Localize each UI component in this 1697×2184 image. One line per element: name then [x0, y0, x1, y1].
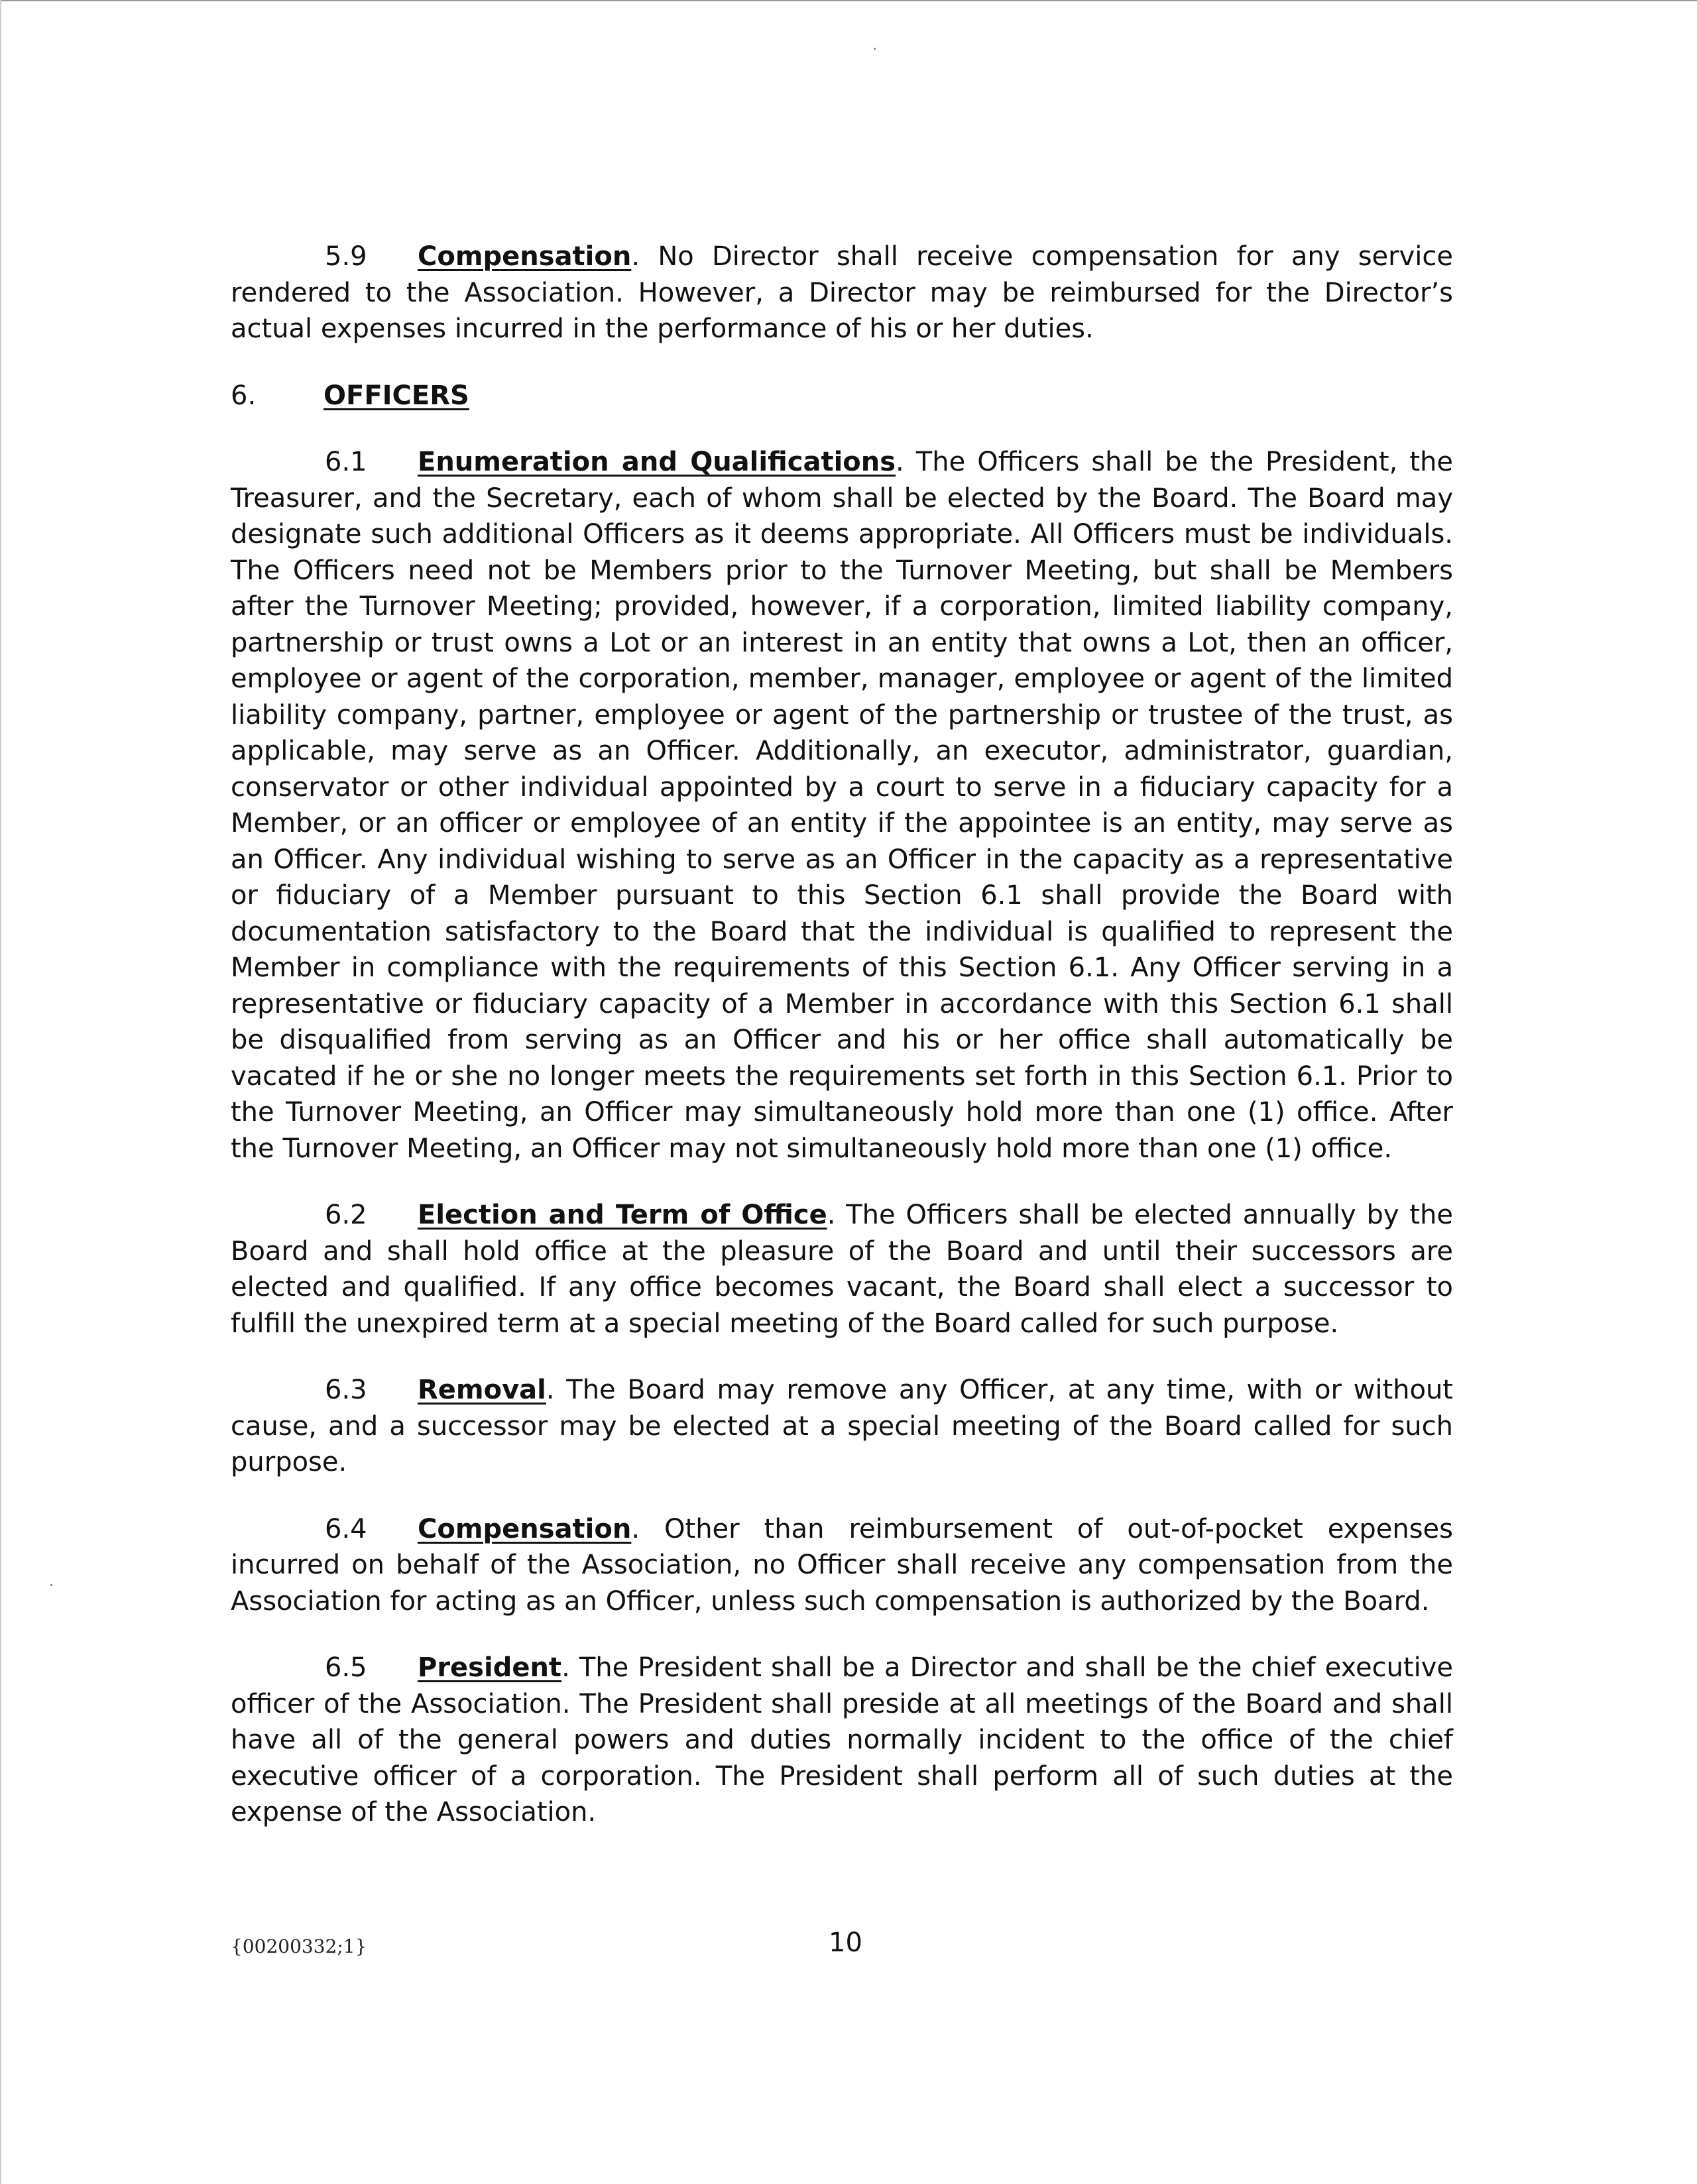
- section-heading: Compensation: [418, 241, 632, 272]
- section-heading: President: [418, 1652, 562, 1683]
- scan-speck: [50, 1584, 52, 1586]
- section-number: 5.9: [325, 241, 367, 272]
- section-6-2: [231, 1197, 1453, 1342]
- document-page: [231, 239, 1453, 1831]
- section-6-1: [231, 444, 1453, 1167]
- section-6-5: [231, 1650, 1453, 1831]
- scan-speck: [874, 48, 876, 50]
- scan-top-border: [0, 0, 1697, 1]
- section-body: . Other than reimbursement of out-of-pocket expenses incurred on behalf of the Association, no Officer shall receive any compensation from the Association for acting as an Officer, unless such compensation is authorized by the Board.: [231, 1513, 1453, 1617]
- section-body: . The Officers shall be the President, the Treasurer, and the Secretary, each of whom shall be elected by the Board. The Board may designate such additional Officers as it deems appropriate. All Officers must be individuals. The Officers need not be Members prior to the Turnover Meeting, but shall be Members after the Turnover Meeting; provided, however, if a corporation, limited liability company, partnership or trust owns a Lot or an interest in an entity that owns a Lot, then an officer, employee or agent of the corporation, member, manager, employee or agent of the limited liability company, partner, employee or agent of the partnership or trustee of the trust, as applicable, may serve as an Officer. Additionally, an executor, administrator, guardian, conservator or other individual appointed by a court to serve in a fiduciary capacity for a Member, or an officer or employee of an entity if the appointee is an entity, may serve as an Officer. Any individual wishing to serve as an Officer in the capacity as a representative or fiduciary of a Member pursuant to this Section 6.1 shall provide the Board with documentation satisfactory to the Board that the individual is qualified to represent the Member in compliance with the requirements of this Section 6.1. Any Officer serving in a representative or fiduciary capacity of a Member in accordance with this Section 6.1 shall be disqualified from serving as an Officer and his or her office shall automatically be vacated if he or she no longer meets the requirements set forth in this Section 6.1. Prior to the Turnover Meeting, an Officer may simultaneously hold more than one (1) office. After the Turnover Meeting, an Officer may not simultaneously hold more than one (1) office.: [231, 447, 1454, 1164]
- section-heading: Compensation: [418, 1513, 632, 1544]
- section-body: . The Board may remove any Officer, at any time, with or without cause, and a successor may be elected at a special meeting of the Board called for such purpose.: [231, 1375, 1453, 1477]
- article-title: OFFICERS: [323, 380, 469, 411]
- section-number: 6.5: [325, 1652, 367, 1683]
- section-heading: Removal: [418, 1375, 546, 1405]
- section-6-3: [231, 1372, 1453, 1481]
- section-heading: Enumeration and Qualifications: [418, 447, 896, 477]
- section-body: . The Officers shall be elected annually by the Board and shall hold office at the pleasure of the Board and until their successors are elected and qualified. If any office becomes vacant, the Board shall elect a successor to fulfill the unexpired term at a special meeting of the Board called for such purpose.: [231, 1200, 1454, 1339]
- article-number: 6.: [231, 380, 257, 411]
- scan-left-edge: [0, 0, 1, 2184]
- section-body: . No Director shall receive compensation for any service rendered to the Association. However, a Director may be reimbursed for the Director’s actual expenses incurred in the performance of his or her duties.: [231, 241, 1453, 344]
- section-number: 6.4: [325, 1513, 367, 1544]
- section-number: 6.2: [325, 1200, 367, 1230]
- section-number: 6.3: [325, 1375, 367, 1405]
- section-number: 6.1: [325, 447, 367, 477]
- footer-page-number: 10: [829, 1927, 862, 1958]
- article-6-title: [231, 378, 1453, 414]
- section-body: . The President shall be a Director and shall be the chief executive officer of the Association. The President shall preside at all meetings of the Board and shall have all of the general powers and duties normally incident to the office of the chief executive officer of a corporation. The President shall perform all of such duties at the expense of the Association.: [231, 1652, 1453, 1827]
- section-heading: Election and Term of Office: [418, 1200, 827, 1230]
- section-6-4: [231, 1511, 1453, 1620]
- footer-document-id: {00200332;1}: [231, 1935, 367, 1957]
- section-5-9: [231, 239, 1453, 347]
